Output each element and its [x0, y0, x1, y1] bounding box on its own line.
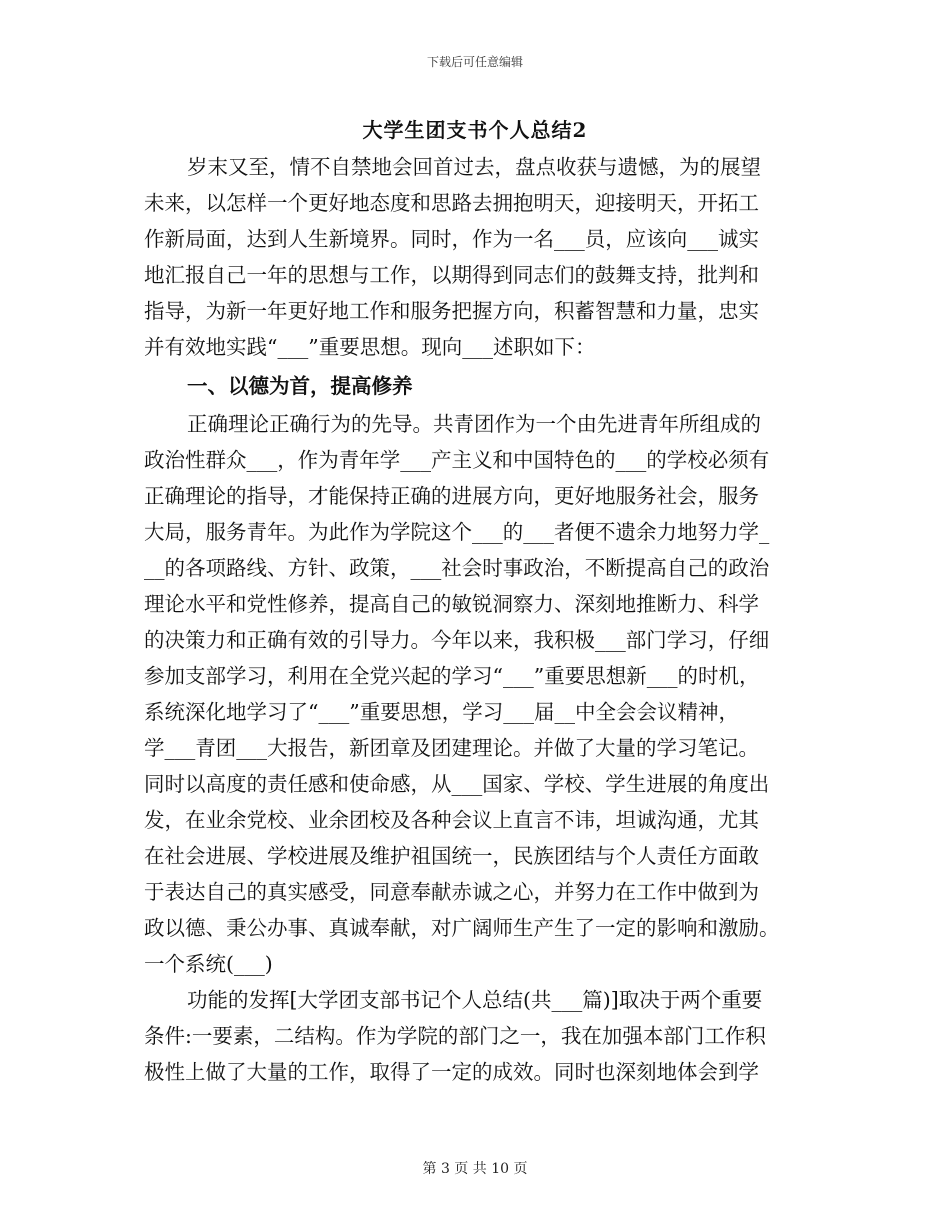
body-line: 条件:一要素，二结构。作为学院的部门之一，我在加强本部门工作积: [144, 1024, 766, 1048]
body-line: 岁末又至，情不自禁地会回首过去，盘点收获与遗憾，为的展望: [187, 155, 761, 179]
body-line: 一个系统(___): [144, 952, 273, 976]
body-line: 正确理论正确行为的先导。共青团作为一个由先进青年所组成的: [187, 412, 761, 436]
body-line: 地汇报自己一年的思想与工作，以期得到同志们的鼓舞支持，批判和: [144, 263, 759, 287]
body-line: 指导，为新一年更好地工作和服务把握方向，积蓄智慧和力量，忠实: [144, 299, 759, 323]
body-line: 未来，以怎样一个更好地态度和思路去拥抱明天，迎接明天，开拓工: [144, 191, 759, 215]
body-line: 理论水平和党性修养，提高自己的敏锐洞察力、深刻地推断力、科学: [144, 592, 759, 616]
body-line: 在社会进展、学校进展及维护祖国统一，民族团结与个人责任方面敢: [144, 844, 759, 868]
section-heading: 一、以德为首，提高修养: [187, 374, 413, 398]
body-line: 系统深化地学习了“___”重要思想，学习___届__中全会会议精神，: [144, 700, 739, 724]
body-line: 政治性群众___，作为青年学___产主义和中国特色的___的学校必须有: [144, 448, 770, 472]
body-line: 功能的发挥[大学团支部书记个人总结(共___篇)]取决于两个重要: [187, 988, 763, 1012]
body-line: 的决策力和正确有效的引导力。今年以来，我积极___部门学习，仔细: [144, 628, 770, 652]
body-line: 并有效地实践“___”重要思想。现向___述职如下：: [144, 335, 596, 359]
body-line: 同时以高度的责任感和使命感，从___国家、学校、学生进展的角度出: [144, 772, 770, 796]
body-line: 发，在业余党校、业余团校及各种会议上直言不讳，坦诚沟通，尤其: [144, 808, 759, 832]
body-line: 于表达自己的真实感受，同意奉献赤诚之心，并努力在工作中做到为: [144, 880, 759, 904]
body-line: 学___青团___大报告，新团章及团建理论。并做了大量的学习笔记。: [144, 736, 759, 760]
body-line: 政以德、秉公办事、真诚奉献，对广阔师生产生了一定的影响和激励。: [144, 916, 780, 940]
document-title: 大学生团支书个人总结2: [362, 118, 588, 142]
body-line: __的各项路线、方针、政策，___社会时事政治，不断提高自己的政治: [144, 556, 770, 580]
body-line: 正确理论的指导，才能保持正确的进展方向，更好地服务社会，服务: [144, 484, 759, 508]
body-line: 极性上做了大量的工作，取得了一定的成效。同时也深刻地体会到学: [144, 1060, 759, 1084]
body-line: 参加支部学习，利用在全党兴起的学习“___”重要思想新___的时机，: [144, 664, 760, 688]
body-line: 大局，服务青年。为此作为学院这个___的___者便不遗余力地努力学_: [144, 520, 770, 544]
page-number: 第 3 页 共 10 页: [422, 1161, 528, 1177]
body-line: 作新局面，达到人生新境界。同时，作为一名___员，应该向___诚实: [144, 227, 759, 251]
page-header-note: 下载后可任意编辑: [426, 55, 523, 69]
